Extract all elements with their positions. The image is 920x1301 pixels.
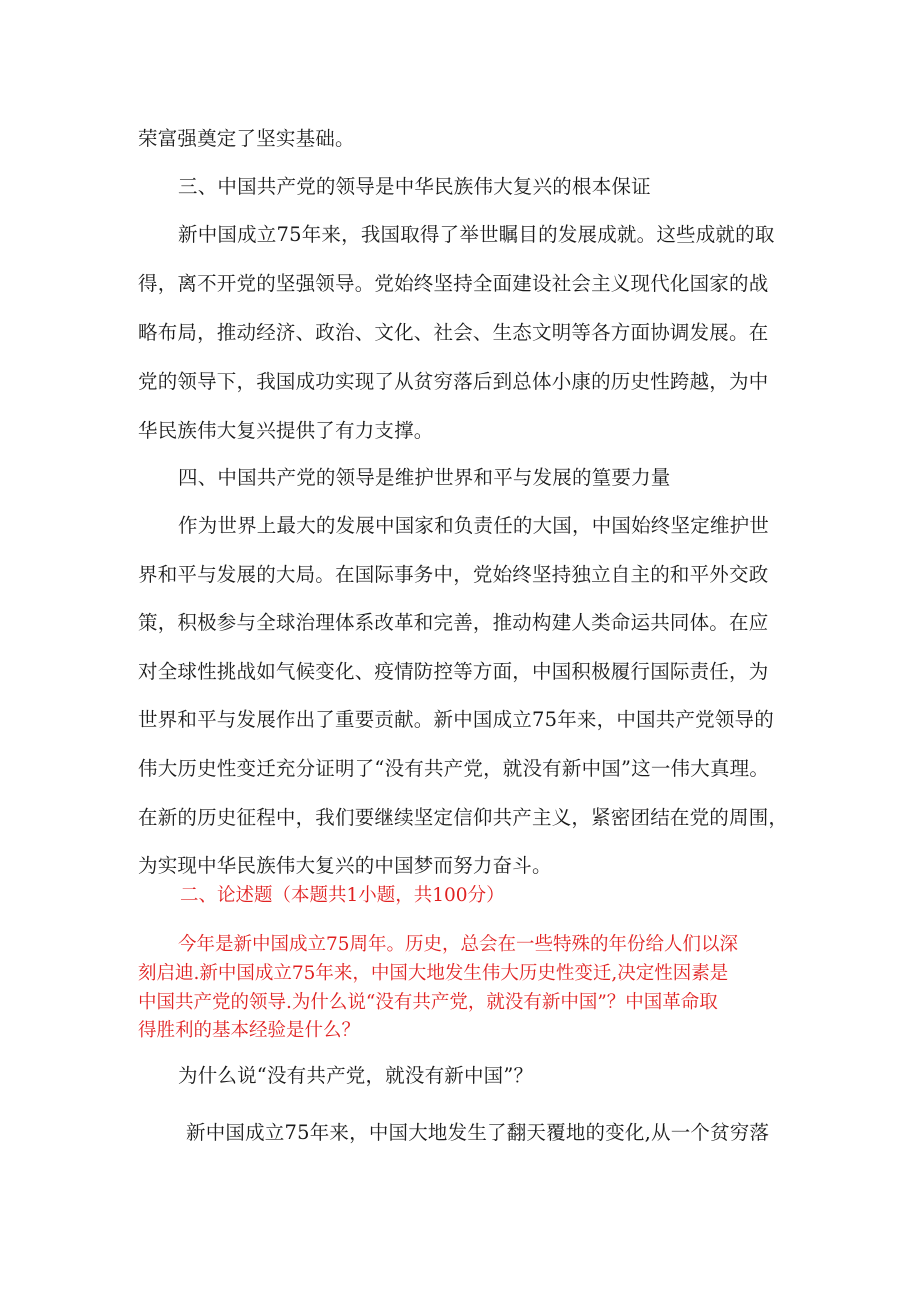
question-line: 中国共产党的领导.为什么说“没有共产党，就没有新中国”？中国革命取 [138,992,718,1013]
essay-section-heading: 二、论述题（本题共1小题，共100分） [180,885,505,906]
paragraph-line: 世界和平与发展作出了重要贡献。新中国成立75年来，中国共产党领导的 [138,708,774,731]
paragraph-line: 华民族伟大复兴提供了有力支撑。 [138,419,434,442]
paragraph-line: 在新的历史征程中，我们要继续坚定信仰共产主义，紧密团结在党的周围， [138,806,789,829]
question-line: 今年是新中国成立75周年。历史，总会在一些特殊的年份给人们以深 [178,934,739,955]
answer-subheading: 为什么说“没有共产党，就没有新中国”？ [178,1064,534,1087]
paragraph-line: 策，积极参与全球治理体系改革和完善，推动构建人类命运共同体。在应 [138,611,769,634]
paragraph-line: 对全球性挑战如气候变化、疫情防控等方面，中国积极履行国际责任，为 [138,660,769,683]
paragraph-line: 新中国成立75年来，我国取得了举世瞩目的发展成就。这些成就的取 [178,223,775,246]
paragraph-line: 新中国成立75年来，中国大地发生了翻天覆地的变化,从一个贫穷落 [186,1121,770,1144]
paragraph-line: 作为世界上最大的发展中国家和负责任的大国，中国始终坚定维护世 [178,514,770,537]
paragraph-line: 略布局，推动经济、政治、文化、社会、生态文明等各方面协调发展。在 [138,321,769,344]
paragraph-line: 荣富强奠定了坚实基础。 [138,127,355,150]
section-heading-3: 三、中国共产党的领导是中华民族伟大复兴的根本保证 [178,175,651,198]
paragraph-line: 伟大历史性变迁充分证明了“没有共产党，就没有新中国”这一伟大真理。 [138,757,770,780]
paragraph-line: 党的领导下，我国成功实现了从贫穷落后到总体小康的历史性跨越，为中 [138,370,769,393]
question-line: 得胜利的基本经验是什么？ [138,1020,361,1041]
section-heading-4: 四、中国共产党的领导是维护世界和平与发展的篁要力量 [178,466,671,489]
paragraph-line: 得，离不开党的坚强领导。党始终坚持全面建设社会主义现代化国家的战 [138,272,769,295]
paragraph-line: 为实现中华民族伟大复兴的中国梦而努力奋斗。 [138,854,552,877]
paragraph-line: 界和平与发展的大局。在国际事务中，党始终坚持独立自主的和平外交政 [138,563,769,586]
question-line: 刻启迪.新中国成立75年来，中国大地发生伟大历史性变迁,决定性因素是 [138,963,729,984]
